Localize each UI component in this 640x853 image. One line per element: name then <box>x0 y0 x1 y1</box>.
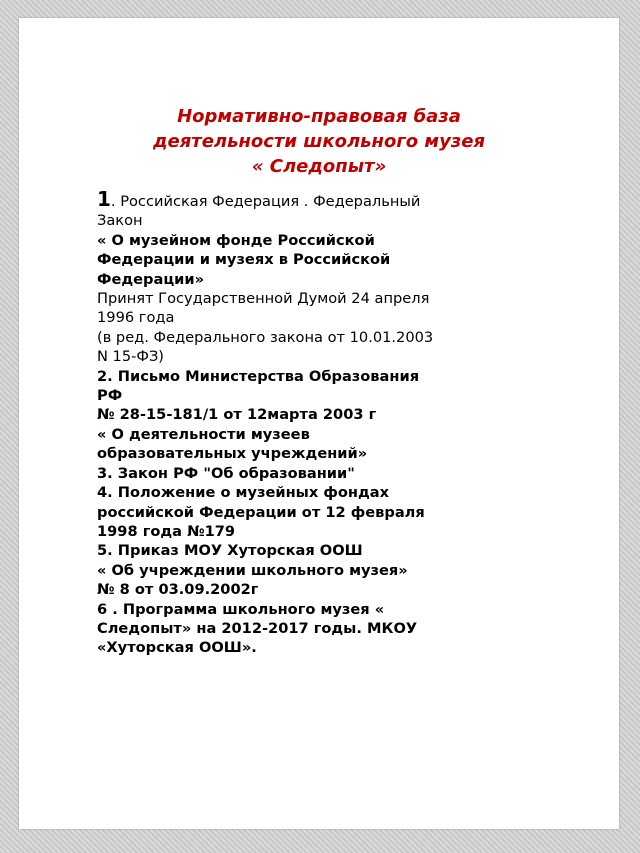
item-1-line-4: Федерации и музеях в Российской <box>97 251 391 269</box>
item-4-line-3: 1998 года №179 <box>97 522 236 540</box>
item-1-line-6: Принят Государственной Думой 24 апреля <box>97 290 430 308</box>
item-2-line-2: РФ <box>97 387 123 405</box>
title-line-2: деятельности школьного музея <box>152 131 486 152</box>
item-1-line-9: N 15-ФЗ) <box>97 348 165 366</box>
item-1-line-2: Закон <box>97 212 143 230</box>
item-1-line-8: (в ред. Федерального закона от 10.01.2003 <box>97 328 434 346</box>
item-1-number: 1 <box>97 187 111 211</box>
slide-content <box>97 187 497 658</box>
title-line-1: Нормативно-правовая база <box>177 106 461 127</box>
item-1-line-3: « О музейном фонде Российской <box>97 231 375 249</box>
item-2-line-5: образовательных учреждений» <box>97 445 368 463</box>
item-6-line-3: «Хуторская ООШ». <box>97 639 257 657</box>
slide-title <box>19 104 619 179</box>
item-5-line-2: « Об учреждении школьного музея» <box>97 561 408 579</box>
item-2-line-4: « О деятельности музеев <box>97 425 310 443</box>
item-2-line-3: № 28-15-181/1 от 12марта 2003 г <box>97 406 377 424</box>
item-6-line-2: Следопыт» на 2012-2017 годы. МКОУ <box>97 619 418 637</box>
item-1-text: . Российская Федерация . Федеральный <box>110 193 421 210</box>
item-2-line-1: 2. Письмо Министерства Образования <box>97 367 420 385</box>
item-5-line-1: 5. Приказ МОУ Хуторская ООШ <box>97 542 363 560</box>
title-line-3: « Следопыт» <box>251 156 387 177</box>
item-1-line-1 <box>97 187 497 211</box>
item-5-line-3: № 8 от 03.09.2002г <box>97 581 259 599</box>
item-6-line-1: 6 . Программа школьного музея « <box>97 600 385 618</box>
item-1-line-5: Федерации» <box>97 270 205 288</box>
item-1-line-7: 1996 года <box>97 309 175 327</box>
item-3-line-1: 3. Закон РФ "Об образовании" <box>97 464 355 482</box>
item-4-line-2: российской Федерации от 12 февраля <box>97 503 425 521</box>
item-4-line-1: 4. Положение о музейных фондах <box>97 484 390 502</box>
